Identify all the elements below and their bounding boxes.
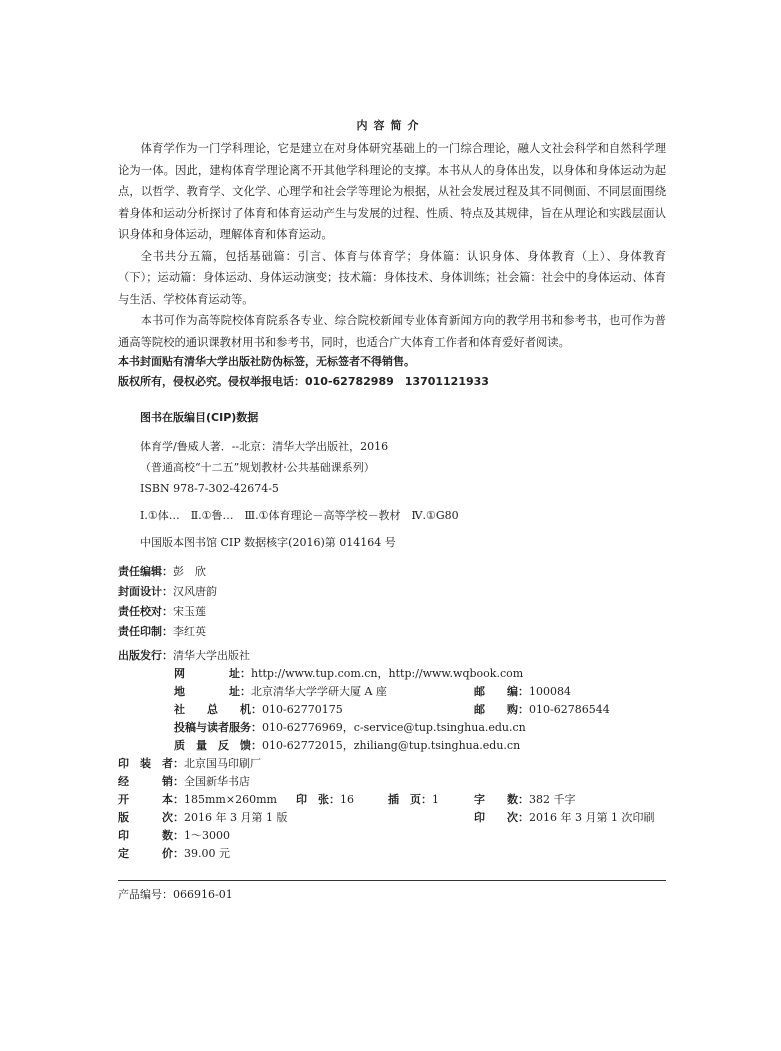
address-label: 地 址： [174,685,251,698]
words-value: 382 千字 [529,793,576,806]
cover-value: 汉风唐韵 [173,585,217,598]
printing-label: 印 次： [474,811,529,824]
quality-value: 010-62772015，zhiliang@tup.tsinghua.edu.cn [262,739,521,752]
printing-value: 2016 年 3 月第 1 次印刷 [529,811,655,824]
divider [118,880,666,881]
sheets-row [296,791,354,809]
distributor-row [118,773,250,791]
print-value: 李红英 [173,625,206,638]
plates-value: 1 [432,793,439,806]
web-row [174,665,523,683]
plates-label: 插 页： [388,793,432,806]
zip-label: 邮 编： [474,685,529,698]
edition-label: 版 次： [118,811,184,824]
submission-label: 投稿与读者服务： [174,721,262,734]
printer-label: 印 装 者： [118,757,184,770]
format-label: 开 本： [118,793,184,806]
rights-notice: 版权所有，侵权必究。侵权举报电话：010-62782989 13701121933 [118,375,489,388]
editor-value: 彭 欣 [173,565,206,578]
quality-row [174,737,520,755]
cip-line: 中国版本图书馆 CIP 数据核字(2016)第 014164 号 [140,536,396,549]
printer-row [118,755,261,773]
distributor-label: 经 销： [118,775,184,788]
publisher-label: 出版发行： [118,649,173,662]
summary-paragraph: 本书可作为高等院校体育院系各专业、综合院校新闻专业体育新闻方向的教学用书和参考书，也可作为普通高等院校的通识课教材用书和参考书，同时，也适合广大体育工作者和体育爱好者阅读。 [118,314,666,349]
proof-label: 责任校对： [118,605,173,618]
cip-line: ISBN 978-7-302-42674-5 [140,482,279,495]
printer-value: 北京国马印刷厂 [184,757,261,770]
printing-row [474,809,654,827]
cip-heading: 图书在版编目(CIP)数据 [140,411,259,424]
publisher-value: 清华大学出版社 [173,649,250,662]
copies-value: 1～3000 [184,829,230,842]
format-row [118,791,277,809]
summary-title: 内容简介 [356,119,425,132]
switchboard-label: 社 总 机： [174,703,262,716]
switchboard-row [174,701,343,719]
mail-order-row [474,701,610,719]
copies-label: 印 数： [118,829,184,842]
anti-counterfeit-notice: 本书封面贴有清华大学出版社防伪标签，无标签者不得销售。 [118,355,415,368]
web-label: 网 址： [174,667,251,680]
price-row [118,845,230,863]
zip-row [474,683,571,701]
print-row [118,623,206,641]
words-label: 字 数： [474,793,529,806]
mail-order-label: 邮 购： [474,703,529,716]
address-row [174,683,387,701]
price-value: 39.00 元 [184,847,230,860]
sheets-value: 16 [340,793,354,806]
summary-paragraph: 体育学作为一门学科理论，它是建立在对身体研究基础上的一门综合理论，融人文社会科学和自然科学理论为一体。因此，建构体育学理论离不开其他学科理论的支撑。本书从人的身体出发，以身体和身体运动为起点，以哲学、教育学、文化学、心理学和社会学等理论为根据，从社会发展过程及其不同侧面、不同层面围绕着身体和运动分析探讨了体育和体育运动产生与发展的过程、性质、特点及其规律，旨在从理论和实践层面认识身体和身体运动，理解体育和体育运动。 [118,142,666,241]
copies-row [118,827,230,845]
words-row [474,791,576,809]
zip-value: 100084 [529,685,571,698]
web-value: http://www.tup.com.cn，http://www.wqbook.com [251,667,524,680]
distributor-value: 全国新华书店 [184,775,250,788]
edition-row [118,809,287,827]
switchboard-value: 010-62770175 [262,703,343,716]
product-code: 产品编号：066916-01 [118,888,233,901]
edition-value: 2016 年 3 月第 1 版 [184,811,288,824]
price-label: 定 价： [118,847,184,860]
proof-row [118,603,206,621]
quality-label: 质 量 反 馈： [174,739,262,752]
cip-line: 体育学/鲁威人著．--北京：清华大学出版社，2016 [140,440,389,453]
editor-row [118,563,206,581]
cip-line: （普通高校“十二五”规划教材·公共基础课系列） [140,461,375,474]
plates-row [388,791,439,809]
address-value: 北京清华大学学研大厦 A 座 [251,685,387,698]
submission-value: 010-62776969，c-service@tup.tsinghua.edu.cn [262,721,526,734]
copyright-notice [118,352,678,392]
mail-order-value: 010-62786544 [529,703,610,716]
sheets-label: 印 张： [296,793,340,806]
cip-block [140,407,680,553]
submission-row [174,719,526,737]
cover-row [118,583,217,601]
editor-label: 责任编辑： [118,565,173,578]
summary-paragraph: 全书共分五篇，包括基础篇：引言、体育与体育学；身体篇：认识身体、身体教育（上）、身体教育（下）；运动篇：身体运动、身体运动演变；技术篇：身体技术、身体训练；社会篇：社会中的身体运动、体育与生活、学校体育运动等。 [118,249,666,306]
summary-body [118,138,666,353]
cover-label: 封面设计： [118,585,173,598]
print-label: 责任印制： [118,625,173,638]
proof-value: 宋玉莲 [173,605,206,618]
cip-line: Ⅰ.①体… Ⅱ.①鲁… Ⅲ.①体育理论－高等学校－教材 Ⅳ.①G80 [140,509,459,522]
publisher-row [118,647,250,665]
format-value: 185mm×260mm [184,793,277,806]
